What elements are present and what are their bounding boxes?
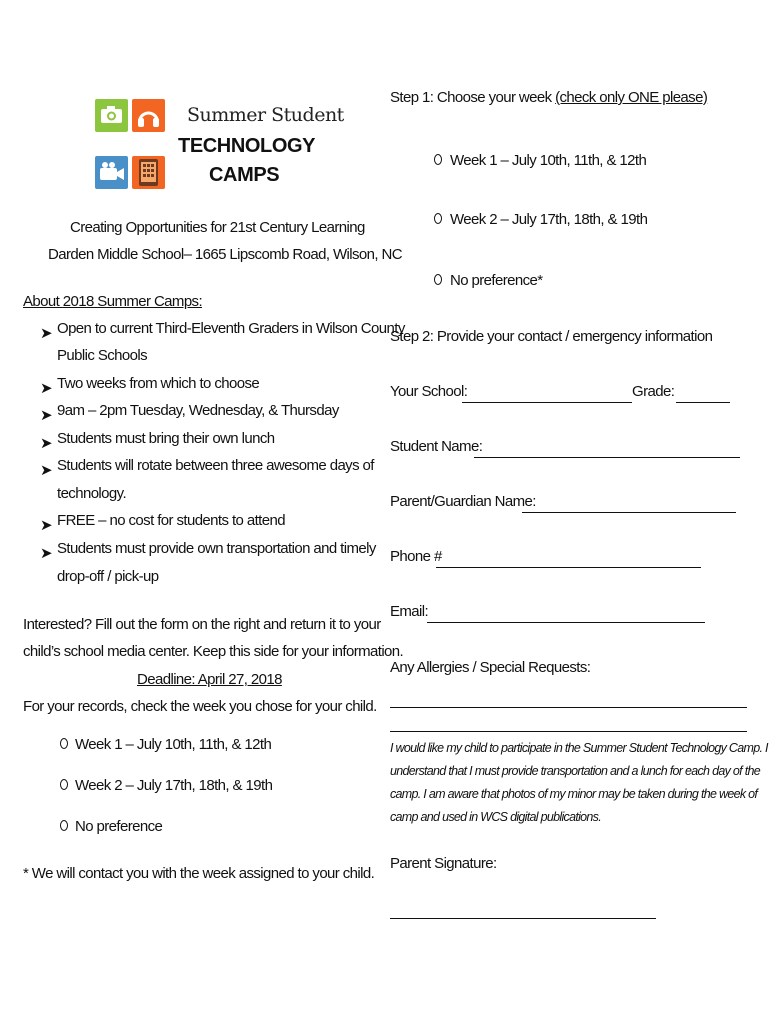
radio-no-preference-record[interactable] (60, 820, 68, 831)
step-1-prefix: Step 1: Choose your week (390, 89, 556, 106)
brand-line-1: Summer Student (187, 104, 344, 126)
consent-line-2: understand that I must provide transportation and a lunch for each day of the (390, 764, 760, 778)
phone-field[interactable] (436, 567, 701, 568)
radio-week-1[interactable] (434, 154, 442, 165)
radio-week-2-record[interactable] (60, 779, 68, 790)
camera-icon (95, 99, 128, 132)
brand-line-3: CAMPS (209, 164, 280, 186)
step-2-heading: Step 2: Provide your contact / emergency information (390, 328, 713, 345)
allergies-field-line-2[interactable] (390, 731, 747, 732)
bullet-2: Two weeks from which to choose (57, 375, 260, 392)
signature-field[interactable] (390, 918, 656, 919)
bullet-1-line-1: Open to current Third-Eleventh Graders in Wilson County (57, 320, 405, 337)
parent-name-label: Parent/Guardian Name: (390, 493, 536, 510)
consent-line-3: camp. I am aware that photos of my minor may be taken during the week of (390, 787, 758, 801)
logo (95, 97, 170, 201)
step-1-instruction: (check only ONE please) (555, 89, 708, 106)
grade-label: Grade: (632, 383, 675, 400)
interested-line-2: child’s school media center. Keep this side for your information. (23, 643, 404, 660)
consent-line-4: camp and used in WCS digital publications. (390, 810, 602, 824)
bullet-5-line-1: Students will rotate between three awesome days of (57, 457, 374, 474)
bullet-arrow-icon: ➤ (40, 380, 52, 397)
bullet-arrow-icon: ➤ (40, 462, 52, 479)
email-field[interactable] (427, 622, 705, 623)
video-camera-icon (95, 156, 128, 189)
brand-line-2: TECHNOLOGY (178, 135, 316, 157)
option-no-preference-record: No preference (75, 818, 163, 835)
headphones-icon (132, 99, 165, 132)
option-week-1: Week 1 – July 10th, 11th, & 12th (450, 152, 647, 169)
bullet-7-line-1: Students must provide own transportation and timely (57, 540, 376, 557)
bullet-arrow-icon: ➤ (40, 325, 52, 342)
bullet-arrow-icon: ➤ (40, 545, 52, 562)
student-name-label: Student Name: (390, 438, 483, 455)
deadline: Deadline: April 27, 2018 (137, 671, 282, 688)
radio-no-preference[interactable] (434, 274, 442, 285)
bullet-4: Students must bring their own lunch (57, 430, 275, 447)
student-name-field[interactable] (474, 457, 740, 458)
parent-name-field[interactable] (522, 512, 736, 513)
about-heading: About 2018 Summer Camps: (23, 293, 203, 310)
option-week-2-record: Week 2 – July 17th, 18th, & 19th (75, 777, 273, 794)
consent-line-1: I would like my child to participate in the Summer Student Technology Camp. I (390, 741, 768, 755)
footnote: * We will contact you with the week assigned to your child. (23, 865, 375, 882)
school-field[interactable] (462, 402, 632, 403)
address: Darden Middle School– 1665 Lipscomb Road, Wilson, NC (48, 246, 402, 263)
email-label: Email: (390, 603, 429, 620)
option-week-1-record: Week 1 – July 10th, 11th, & 12th (75, 736, 272, 753)
school-label: Your School: (390, 383, 468, 400)
bullet-6: FREE – no cost for students to attend (57, 512, 285, 529)
tablet-icon (132, 156, 165, 189)
bullet-5-line-2: technology. (57, 485, 127, 502)
grade-field[interactable] (676, 402, 730, 403)
interested-line-1: Interested? Fill out the form on the right and return it to your (23, 616, 381, 633)
bullet-arrow-icon: ➤ (40, 517, 52, 534)
option-no-preference: No preference* (450, 272, 543, 289)
phone-label: Phone # (390, 548, 442, 565)
signature-label: Parent Signature: (390, 855, 497, 872)
bullet-3: 9am – 2pm Tuesday, Wednesday, & Thursday (57, 402, 339, 419)
allergies-label: Any Allergies / Special Requests: (390, 659, 591, 676)
allergies-field-line-1[interactable] (390, 707, 747, 708)
step-1-heading (390, 89, 707, 106)
bullet-arrow-icon: ➤ (40, 407, 52, 424)
bullet-7-line-2: drop-off / pick-up (57, 568, 159, 585)
tagline: Creating Opportunities for 21st Century Learning (70, 219, 365, 236)
radio-week-2[interactable] (434, 213, 442, 224)
radio-week-1-record[interactable] (60, 738, 68, 749)
records-note: For your records, check the week you chose for your child. (23, 698, 377, 715)
option-week-2: Week 2 – July 17th, 18th, & 19th (450, 211, 648, 228)
bullet-1-line-2: Public Schools (57, 347, 147, 364)
bullet-arrow-icon: ➤ (40, 435, 52, 452)
